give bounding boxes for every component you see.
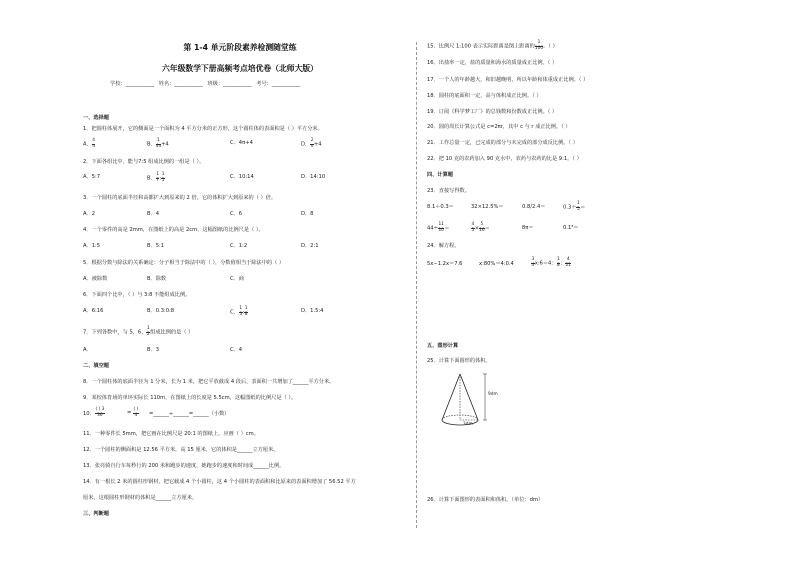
question-4: 4．一个零件的高是 2mm，在图纸上的高是 2cm，这幅图纸的比例尺是（ ）。 [83, 227, 264, 233]
student-info-line [110, 82, 303, 88]
question-3: 3．一个圆柱的底面半径和高都扩大到原来的 2 倍，它的体积扩大到原来的（ ）倍。 [83, 195, 277, 201]
school-field[interactable]: 学校：___________ [110, 81, 155, 87]
question-1: 1．把圆柱体展开，它的侧面是一个面积为 4 平方分米的正方形，这个圆柱体的表面积是（ ）平方分米。 [83, 126, 323, 132]
question-15: 15．比例尺 1:100 表示实际距离是图上距离的 $\frac{1}{100}$ 。（ ） [427, 40, 558, 51]
question-2: 2．下面各组比中，能与7:5 组成比例的一组是（ ）。 [83, 159, 205, 165]
page-divider [416, 42, 417, 528]
exam-title: 第 1-4 单元阶段素养检测随堂练 [183, 43, 297, 52]
exam-subtitle: 六年级数学下册高频考点培优卷（北师大版） [162, 64, 318, 73]
question-14-line1: 14．有一根长 2 米的圆柱形钢材，把它截成 4 个小圆柱，这 4 个小圆柱的表面积和比原来的表面积增加了 56.52 平方 [83, 479, 356, 485]
question-5: 5．根据分数与除法的关系确定：分子相当于除法中的（ ），分数值相当于除法中的（ ） [83, 260, 285, 266]
question-9: 9．某校体育场的单环实际长 110m，在图纸上的长度是 5.5cm，这幅图纸的比例尺是（ ）。 [83, 395, 297, 401]
question-11: 11．一种零件长 5mm，把它画在比例尺是 20:1 的图纸上，应画（ ）cm。 [83, 431, 259, 437]
section-geometry: 五、图形计算 [427, 343, 459, 349]
question-6: 6．下面四个比中，（ ）与 3:8 不能组成比例。 [83, 292, 191, 298]
question-22: 22．把 10 克的农药加入 90 克水中，农药与农药的比是 9:1。（ ） [427, 156, 582, 162]
cone-figure [438, 371, 498, 431]
section-fill-blank: 二、填空题 [83, 363, 109, 369]
class-field[interactable]: 班级：___________ [207, 81, 252, 87]
question-21: 21．工作总量一定，已完成的部分与未完成的部分成反比例。（ ） [427, 140, 578, 146]
question-24: 24．解方程。 [427, 243, 460, 249]
question-7: 7．下列各数中，与 5，6， $\frac{1}{2}$ 组成比例的是（ ） [83, 326, 194, 337]
question-23: 23．直接写得数。 [427, 188, 470, 194]
question-13: 13．张亮骑自行车每秒行的 200 米和跑步的速度，她跑步的速度和时间成______比例。 [83, 463, 285, 469]
number-field[interactable]: 考号：___________ [256, 81, 301, 87]
question-26: 26．计算下面图形的表面积和体积。（单位：dm） [427, 497, 544, 503]
question-18: 18．圆柱的底面积一定，高与体积成正比例。（ ） [427, 93, 542, 99]
section-true-false: 三、判断题 [83, 511, 109, 517]
question-19: 19．订阅《科学梦工厂》的总钱数和份数成正比例。（ ） [427, 109, 558, 115]
name-field[interactable]: 姓名：___________ [158, 81, 203, 87]
question-17: 17．一个人的年龄越大，和旧越晚明，所以年龄和体重成正比例。（ ） [427, 77, 589, 83]
question-25: 25．计算下面圆形的体积。 [427, 358, 491, 364]
question-12: 12．一个圆柱的侧面积是 12.56 平方米，高 15 厘米，它的体积是______立方厘米。 [83, 447, 279, 453]
question-14-line2: 厘米，这根圆柱形钢材的体积是______立方厘米。 [83, 495, 198, 501]
exam-page: 第 1-4 单元阶段素养检测随堂练 六年级数学下册高频考点培优卷（北师大版） 学校：___________ 姓名：___________ 班级：___________ 考号：___________ 一、选择题 1．把圆柱体展开，它的侧面是一个面积为 4 平方分米的正方形，这个圆柱体的表面积是（ ）平方分米。 A． $\frac{4}{\pi}$ B． $\frac{1}{4\pi}$ +4 C．4π+4 D． $\frac{2}{\pi}$ +4 2．下面各组比中，能与7:5 组成比例的一组是（ ）。 A．5:7 B． $\frac{1}{7}$ : $\frac{1}{5}$ C．10:14 D．14:10 3．一个圆柱的底面半径和高都扩大到原来的 2 倍，它的体积扩大到原来的（ ）倍。 A．2 B．4 C．6 D．8 4．一个零件的高是 2mm，在图纸上的高是 2cm，这幅图纸的比例尺是（ ）。 A．1:5 B．5:1 C．1:2 D．2:1 5．根据分数与除法的关系确定：分子相当于除法中的（ ），分数值相当于除法中的（ ） A．被除数 B．除数 C．商 6．下面四个比中，（ ）与 3:8 不能组成比例。 A．6:16 B．0.3:0.8 C． $\frac{1}{3}$ : $\frac{1}{8}$ D．1.5:4 7．下列各数中，与 5，6， $\frac{1}{2}$ 组成比例的是（ ） A． B．3 C．4 二、填空题 8．一个圆柱体的底面半径为 1 分米，长为 1 米，把它平放截成 4 段后，表面积一共增加了______平方分米。 9．某校体育场的单环实际长 110m，在图纸上的长度是 5.5cm，这幅图纸的比例尺是（ ）。 10． $\frac{( ) 3}{36}$ = ( ) 4 =______÷______=______（小数） 11．一种零件长 5mm，把它画在比例尺是 20:1 的图纸上，应画（ ）cm。 12．一个圆柱的侧面积是 12.56 平方米，高 15 厘米，它的体积是______立方厘米。 13．张亮骑自行车每秒行的 200 米和跑步的速度，她跑步的速度和时间成______比例。 14．有一根长 2 米的圆柱形钢材，把它截成 4 个小圆柱，这 4 个小圆柱的表面积和比原来的表面积增加了 56.52 平方 厘米，这根圆柱形钢材的体积是______立方厘米。 三、判断题 15．比例尺 1:100 表示实际距离是图上距离的 $\frac{1}{100}$ 。（ ） 16．出盐率一定，盐的质量和海水的质量成正比例。（ ） 17．一个人的年龄越大，和旧越晚明，所以年龄和体重成正比例。（ ） 18．圆柱的底面积一定，高与体积成正比例。（ ） 19．订阅《科学梦工厂》的总钱数和份数成正比例。（ ） 20．圆的周长计算公式是 c=2πr，其中 c 与 r 成正比例。（ ） 21．工作总量一定，已完成的部分与未完成的部分成反比例。（ ） 22．把 10 克的农药加入 90 克水中，农药与农药的比是 9:1。（ ） 四、计算题 23．直接写得数。 8.1＋0.3＝ 32×12.5%＝ 0.8/2.4＝ 0.3＋ $\frac{1}{5}$ ＝ 44÷ $\frac{11}{10}$ ＝ $\frac{4}{5}$ × $\frac{5}{16}$ ＝ 8π＝ 0.1³＝ 24．解方程。 5x−1.2x＝7.6 x:80%＝4:0.4 $\frac{3}{4}$ x:6＝4： $\frac{1}{8}$ ： $\frac{4}{21}$ 五、图形计算 25．计算下面圆形的体积。 9dm 3dm 26．计算下面图形的表面积和体积。（单位：dm） [0, 0, 794, 562]
cone-radius-label: 3dm [463, 422, 473, 427]
section-choice: 一、选择题 [83, 115, 109, 121]
section-calculation: 四、计算题 [427, 172, 453, 178]
question-20: 20．圆的周长计算公式是 c=2πr，其中 c 与 r 成正比例。（ ） [427, 124, 571, 130]
cone-height-label: 9dm [488, 392, 498, 397]
question-8: 8．一个圆柱体的底面半径为 1 分米，长为 1 米，把它平放截成 4 段后，表面积一共增加了______平方分米。 [83, 379, 335, 385]
question-16: 16．出盐率一定，盐的质量和海水的质量成正比例。（ ） [427, 60, 558, 66]
